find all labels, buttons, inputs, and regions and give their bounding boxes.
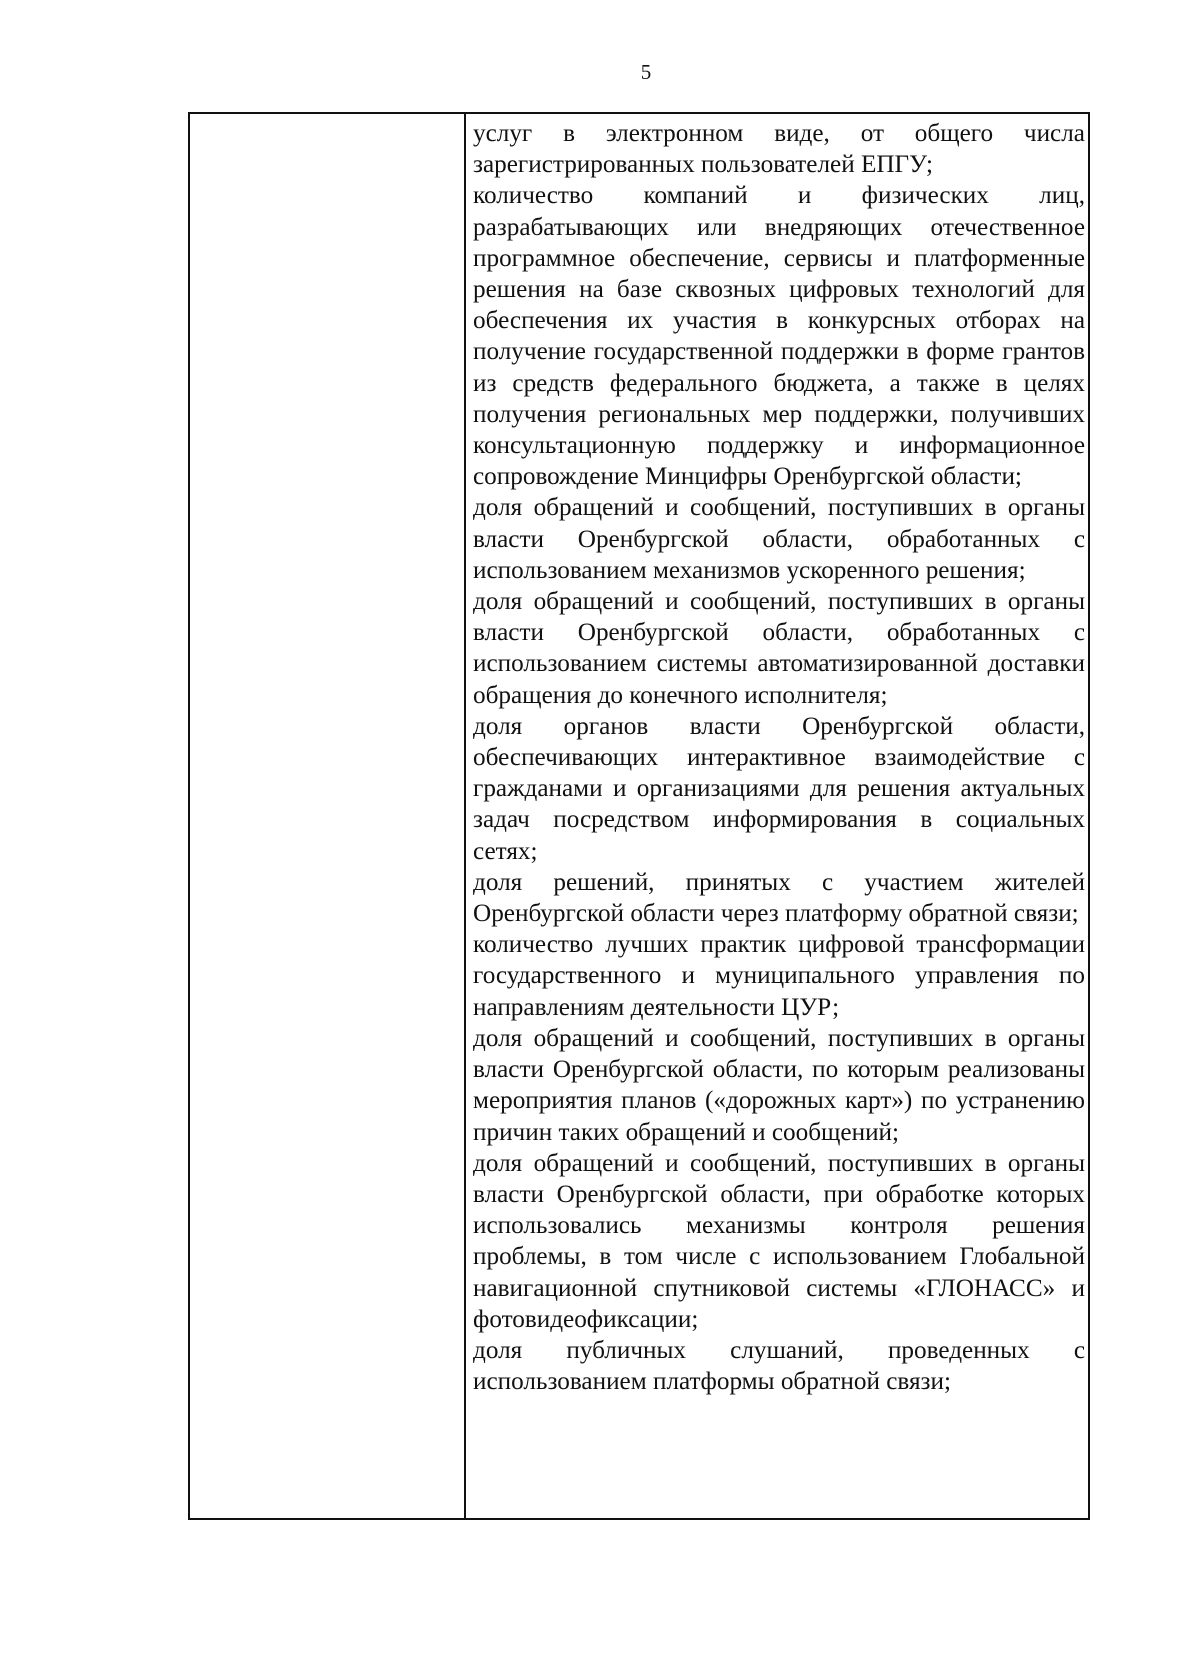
page-number: 5 xyxy=(640,60,652,84)
indicator-paragraph: количество лучших практик цифровой трансформации государственного и муниципального управления по направлениям деятельности ЦУР; xyxy=(473,931,1085,1021)
indicator-paragraph: количество компаний и физических лиц, разрабатывающих или внедряющих отечественное программное обеспечение, сервисы и платформенные решения на базе сквозных цифровых технологий для обеспечения их участия в конкурсных отборах на получение государственной поддержки в форме грантов из средств федерального бюджета, а также в целях получения региональных мер поддержки, получивших консультационную поддержку и информационное сопровождение Минцифры Оренбургской области; xyxy=(473,182,1085,491)
indicator-paragraph: доля обращений и сообщений, поступивших в органы власти Оренбургской области, обработанных с использованием механизмов ускоренного решения; xyxy=(473,494,1085,584)
indicator-paragraph: услуг в электронном виде, от общего числа зарегистрированных пользователей ЕПГУ; xyxy=(473,120,1085,179)
document-table xyxy=(188,112,1090,1520)
indicator-paragraph: доля обращений и сообщений, поступивших в органы власти Оренбургской области, обработанных с использованием системы автоматизированной доставки обращения до конечного исполнителя; xyxy=(473,588,1085,709)
indicator-paragraph: доля решений, принятых с участием жителей Оренбургской области через платформу обратной связи; xyxy=(473,868,1085,928)
table-left-cell xyxy=(190,114,466,1518)
table-right-cell xyxy=(466,114,1088,1518)
indicator-paragraph: доля обращений и сообщений, поступивших в органы власти Оренбургской области, по которым реализованы мероприятия планов («дорожных карт») по устранению причин таких обращений и сообщений; xyxy=(473,1024,1085,1146)
indicator-paragraph: доля органов власти Оренбургской области, обеспечивающих интерактивное взаимодействие с гражданами и организациями для решения актуальных задач посредством информирования в социальных сетях; xyxy=(473,712,1085,865)
indicator-paragraph: доля обращений и сообщений, поступивших в органы власти Оренбургской области, при обработке которых использовались механизмы контроля решения проблемы, в том числе с использованием Глобальной навигационной спутниковой системы «ГЛОНАСС» и фотовидеофиксации; xyxy=(473,1149,1085,1333)
indicator-paragraph: доля публичных слушаний, проведенных с использованием платформы обратной связи; xyxy=(473,1336,1085,1396)
